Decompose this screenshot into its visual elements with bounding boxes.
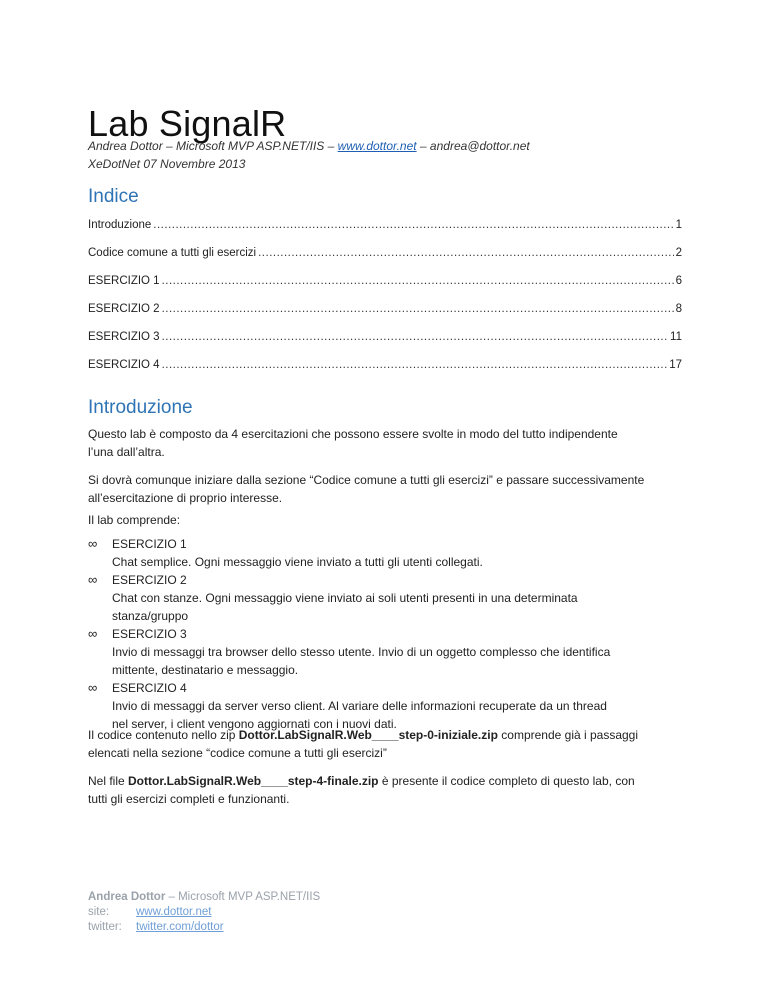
toc-entry[interactable] — [88, 303, 682, 331]
infinity-bullet-icon: ∞ — [88, 536, 98, 551]
text-run: Nel file — [88, 774, 129, 788]
toc-label: ESERCIZIO 4 — [88, 359, 160, 371]
list-item-text: mittente, destinatario e messaggio. — [112, 663, 299, 677]
list-item — [88, 571, 682, 625]
infinity-bullet-icon: ∞ — [88, 680, 98, 695]
intro-paragraph-1 — [88, 425, 682, 461]
text-run: comprende già i passaggi — [497, 728, 639, 742]
toc-entry[interactable] — [88, 359, 682, 387]
toc-label: ESERCIZIO 1 — [88, 275, 160, 287]
toc-page-number: 2 — [675, 247, 682, 259]
toc-page-number: 17 — [669, 359, 682, 371]
table-of-contents — [88, 219, 682, 387]
list-item-text: stanza/gruppo — [112, 609, 189, 623]
footer-site-link[interactable]: www.dottor.net — [136, 906, 212, 918]
footer-twitter-label: twitter: — [88, 921, 122, 933]
list-item-title: ESERCIZIO 2 — [112, 573, 187, 587]
intro-paragraph-2 — [88, 471, 682, 507]
list-item-text: Chat con stanze. Ogni messaggio viene inviato ai soli utenti presenti in una determinata — [112, 591, 578, 605]
list-item-title: ESERCIZIO 4 — [112, 681, 187, 695]
text-line — [88, 726, 682, 744]
toc-leader — [162, 275, 674, 287]
toc-leader — [162, 303, 674, 315]
footer-site-label: site: — [88, 906, 110, 918]
intro-paragraph-5 — [88, 772, 682, 808]
toc-page-number: 11 — [670, 331, 682, 343]
toc-page-number: 6 — [675, 275, 682, 287]
toc-entry[interactable] — [88, 247, 682, 275]
footer-author — [88, 890, 320, 905]
event-line: XeDotNet 07 Novembre 2013 — [88, 157, 246, 171]
footer-twitter — [88, 920, 320, 935]
index-heading: Indice — [88, 186, 139, 207]
text-run: Il codice contenuto nello zip — [88, 728, 239, 742]
text-line: all’esercitazione di proprio interesse. — [88, 491, 283, 505]
toc-page-number: 1 — [675, 219, 682, 231]
toc-leader — [162, 331, 668, 343]
infinity-bullet-icon: ∞ — [88, 626, 98, 641]
list-item-title: ESERCIZIO 3 — [112, 627, 187, 641]
text-line: elencati nella sezione “codice comune a tutti gli esercizi” — [88, 746, 387, 760]
list-item-text: Invio di messaggi tra browser dello stesso utente. Invio di un oggetto complesso che identifica — [112, 645, 611, 659]
toc-label: Introduzione — [88, 219, 152, 231]
footer-name: Andrea Dottor — [88, 891, 166, 903]
toc-entry[interactable] — [88, 275, 682, 303]
exercise-list — [88, 535, 682, 733]
toc-leader — [258, 247, 673, 259]
toc-label: Codice comune a tutti gli esercizi — [88, 247, 257, 259]
text-run: è presente il codice completo di questo lab, con — [378, 774, 635, 788]
list-item — [88, 535, 682, 571]
text-line: Si dovrà comunque iniziare dalla sezione “Codice comune a tutti gli esercizi” e passare successivamente — [88, 473, 645, 487]
toc-page-number: 8 — [675, 303, 682, 315]
document-title: Lab SignalR — [88, 103, 287, 144]
intro-heading: Introduzione — [88, 397, 193, 418]
toc-leader — [153, 219, 673, 231]
text-line: l’una dall’altra. — [88, 445, 165, 459]
intro-paragraph-4 — [88, 726, 682, 762]
list-item-text: Chat semplice. Ogni messaggio viene inviato a tutti gli utenti collegati. — [112, 555, 483, 569]
list-item-text: nel server, i client vengono aggiornati con i nuovi dati. — [112, 717, 397, 731]
author-prefix: Andrea Dottor – Microsoft MVP ASP.NET/IIS – — [88, 139, 338, 153]
infinity-bullet-icon: ∞ — [88, 572, 98, 587]
zip-filename: Dottor.LabSignalR.Web____step-4-finale.zip — [128, 774, 379, 788]
toc-label: ESERCIZIO 2 — [88, 303, 160, 315]
website-link[interactable]: www.dottor.net — [337, 139, 417, 153]
list-item — [88, 625, 682, 679]
footer-site — [88, 905, 320, 920]
footer-role: – Microsoft MVP ASP.NET/IIS — [165, 891, 321, 903]
text-line: Questo lab è composto da 4 esercitazioni che possono essere svolte in modo del tutto indipendente — [88, 427, 618, 441]
author-suffix: – andrea@dottor.net — [416, 139, 530, 153]
intro-paragraph-3: Il lab comprende: — [88, 513, 181, 527]
list-item-text: Invio di messaggi da server verso client. Al variare delle informazioni recuperate da un thread — [112, 699, 607, 713]
page-footer — [88, 890, 320, 935]
zip-filename: Dottor.LabSignalR.Web____step-0-iniziale.zip — [238, 728, 498, 742]
toc-leader — [162, 359, 668, 371]
text-line: tutti gli esercizi completi e funzionanti. — [88, 792, 290, 806]
text-line — [88, 772, 682, 790]
toc-entry[interactable] — [88, 331, 682, 359]
footer-twitter-link[interactable]: twitter.com/dottor — [136, 921, 224, 933]
toc-label: ESERCIZIO 3 — [88, 331, 160, 343]
toc-entry[interactable] — [88, 219, 682, 247]
list-item — [88, 679, 682, 733]
author-line — [88, 139, 530, 153]
list-item-title: ESERCIZIO 1 — [112, 537, 187, 551]
